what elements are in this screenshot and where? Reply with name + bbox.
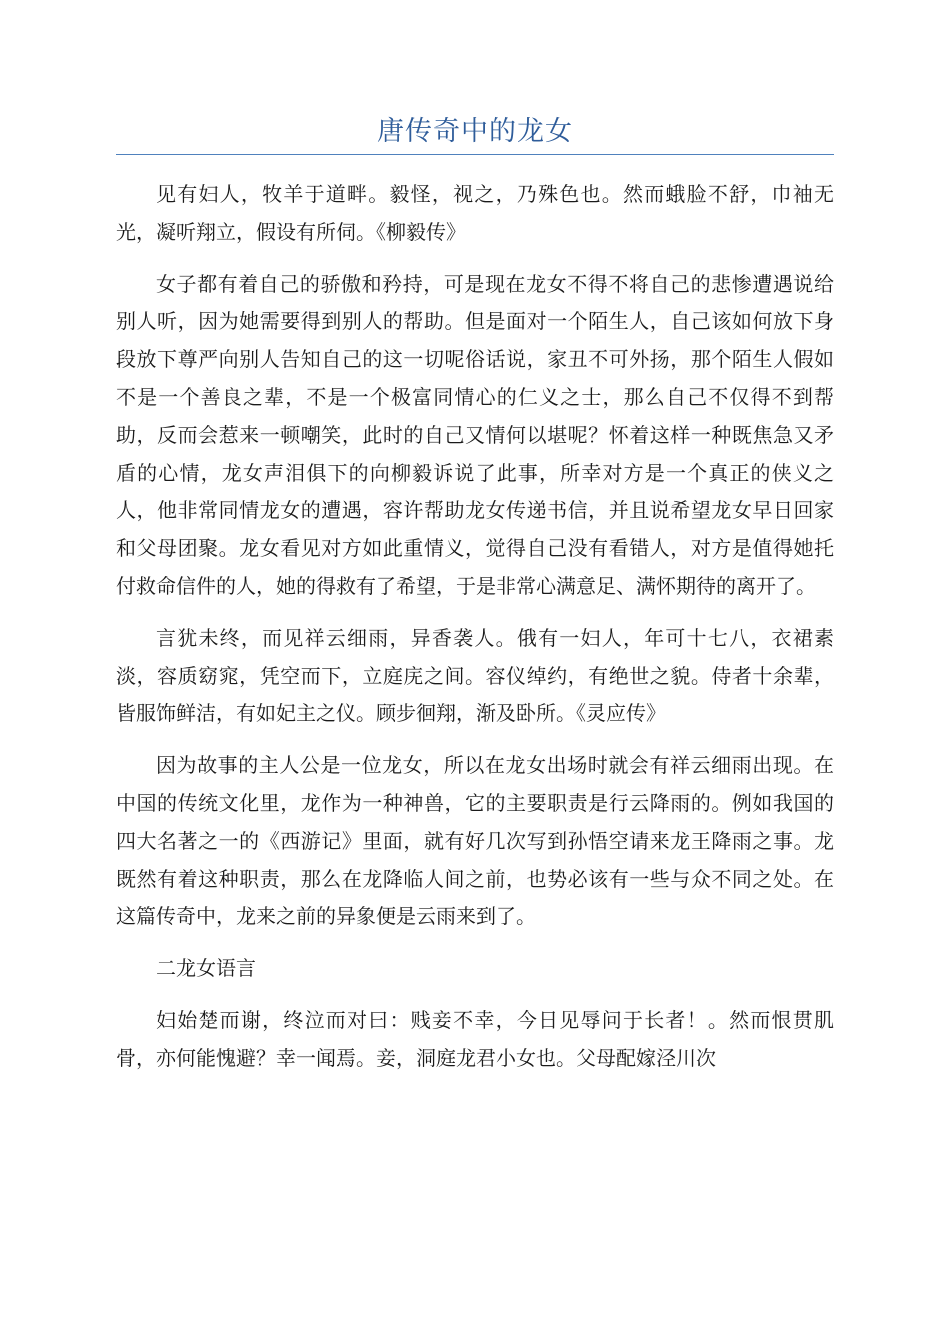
document-title: 唐传奇中的龙女 xyxy=(377,116,573,147)
paragraph-5: 妇始楚而谢，终泣而对曰：贱妾不幸，今日见辱问于长者！。然而恨贯肌骨，亦何能愧避？幸一闻焉。妾，洞庭龙君小女也。父母配嫁泾川次 xyxy=(116,1007,834,1070)
paragraph-4: 因为故事的主人公是一位龙女，所以在龙女出场时就会有祥云细雨出现。在中国的传统文化里，龙作为一种神兽，它的主要职责是行云降雨的。例如我国的四大名著之一的《西游记》里面，就有好几次写到孙悟空请来龙王降雨之事。龙既然有着这种职责，那么在龙降临人间之前，也势必该有一些与众不同之处。在这篇传奇中，龙来之前的异象便是云雨来到了。 xyxy=(116,753,834,929)
section-heading: 二龙女语言 xyxy=(156,956,256,981)
document-body xyxy=(116,176,834,1092)
title-underline xyxy=(116,154,834,155)
paragraph-3: 言犹未终，而见祥云细雨，异香袭人。俄有一妇人，年可十七八，衣裙素淡，容质窈窕，凭空而下，立庭庑之间。容仪绰约，有绝世之貌。侍者十余辈，皆服饰鲜洁，有如妃主之仪。顾步徊翔，渐及卧所。《灵应传》 xyxy=(116,625,834,726)
paragraph-2: 女子都有着自己的骄傲和矜持，可是现在龙女不得不将自己的悲惨遭遇说给别人听，因为她需要得到别人的帮助。但是面对一个陌生人，自己该如何放下身段放下尊严向别人告知自己的这一切呢俗话说，家丑不可外扬，那个陌生人假如不是一个善良之辈，不是一个极富同情心的仁义之士，那么自己不仅得不到帮助，反而会惹来一顿嘲笑，此时的自己又情何以堪呢？怀着这样一种既焦急又矛盾的心情，龙女声泪俱下的向柳毅诉说了此事，所幸对方是一个真正的侠义之人，他非常同情龙女的遭遇，容许帮助龙女传递书信，并且说希望龙女早日回家和父母团聚。龙女看见对方如此重情义，觉得自己没有看错人，对方是值得她托付救命信件的人，她的得救有了希望，于是非常心满意足、满怀期待的离开了。 xyxy=(116,271,834,598)
paragraph-1: 见有妇人，牧羊于道畔。毅怪，视之，乃殊色也。然而蛾脸不舒，巾袖无光，凝听翔立，假设有所伺。《柳毅传》 xyxy=(116,182,834,244)
